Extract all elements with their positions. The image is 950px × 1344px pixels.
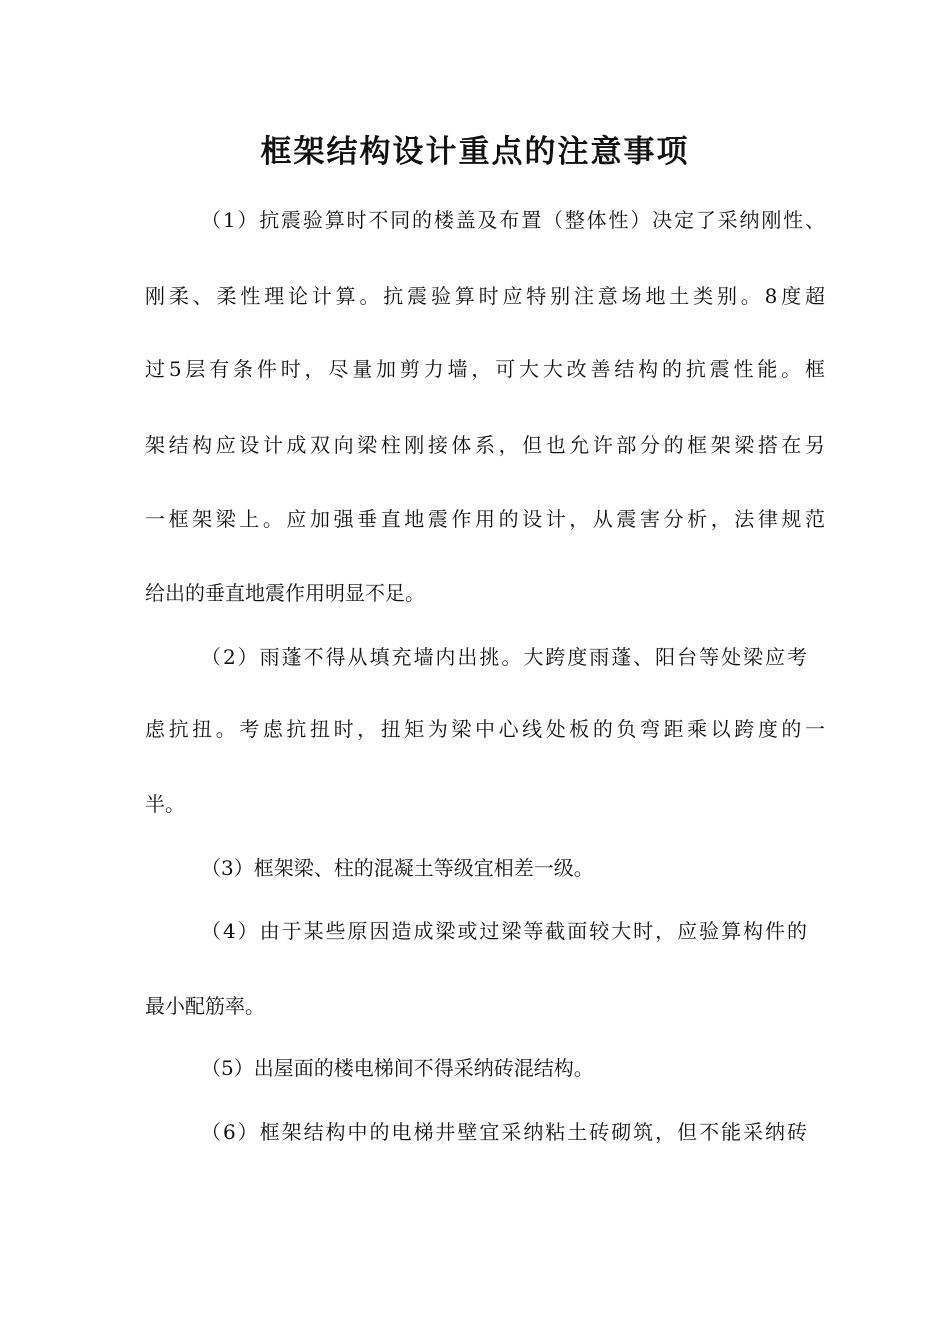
document-title: 框架结构设计重点的注意事项 <box>260 134 690 170</box>
paragraph-1-line-5: 一框架梁上。应加强垂直地震作用的设计，从震害分析，法律规范 <box>145 507 825 531</box>
paragraph-1-line-6: 给出的垂直地震作用明显不足。 <box>145 581 425 605</box>
paragraph-2-line-2: 虑抗扭。考虑抗扭时，扭矩为梁中心线处板的负弯距乘以跨度的一 <box>145 717 825 741</box>
paragraph-1-line-4: 架结构应设计成双向梁柱刚接体系，但也允许部分的框架梁搭在另 <box>145 433 825 457</box>
paragraph-2-line-3: 半。 <box>145 792 185 816</box>
paragraph-1-line-1: （1）抗震验算时不同的楼盖及布置（整体性）决定了采纳刚性、 <box>201 208 825 232</box>
paragraph-1-line-2: 刚柔、柔性理论计算。抗震验算时应特别注意场地土类别。8度超 <box>145 284 825 308</box>
paragraph-3-line-1: （3）框架梁、柱的混凝土等级宜相差一级。 <box>201 856 594 880</box>
paragraph-4-line-1: （4）由于某些原因造成梁或过梁等截面较大时，应验算构件的 <box>201 919 807 943</box>
paragraph-2-line-1: （2）雨蓬不得从填充墙内出挑。大跨度雨蓬、阳台等处梁应考 <box>201 645 807 669</box>
paragraph-6-line-1: （6）框架结构中的电梯井壁宜采纳粘土砖砌筑，但不能采纳砖 <box>201 1120 807 1144</box>
paragraph-4-line-2: 最小配筋率。 <box>145 994 265 1018</box>
paragraph-5-line-1: （5）出屋面的楼电梯间不得采纳砖混结构。 <box>201 1056 594 1080</box>
paragraph-1-line-3: 过5层有条件时，尽量加剪力墙，可大大改善结构的抗震性能。框 <box>145 357 825 381</box>
